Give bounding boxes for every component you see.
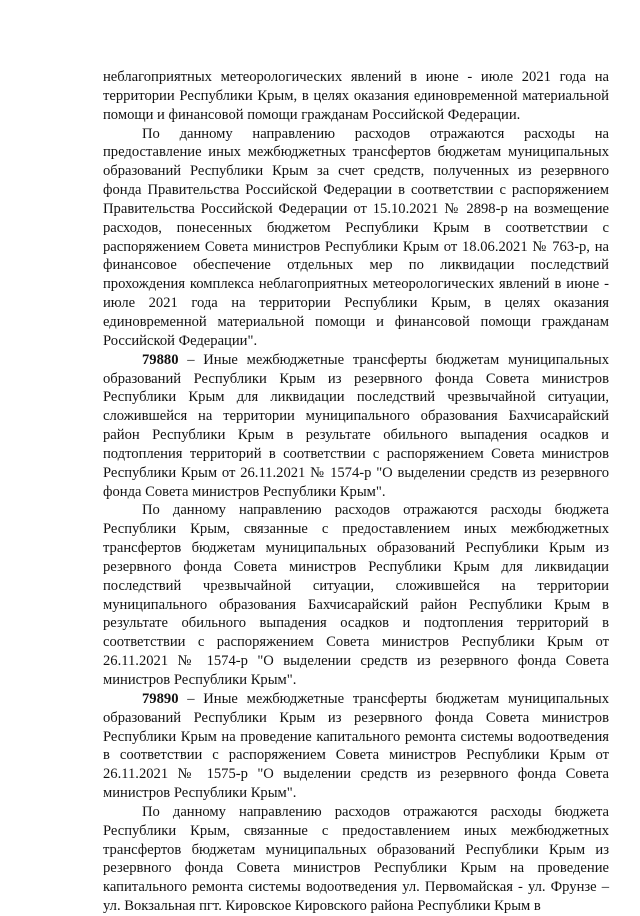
paragraph-text: По данному направлению расходов отражаются расходы бюджета Республики Крым, связанные с предоставлением иных межбюджетных трансфертов бюджетам муниципальных образований Республики Крым из резервного фонда Совета министров Республики Крым на проведение капитального ремонта системы водоотведения ул. Первомайская - ул. Фрунзе – ул. Вокзальная пгт. Кировское Кировского района Республики Крым в <box>103 803 609 915</box>
paragraph-expense-description <box>103 501 609 689</box>
paragraph-text: – Иные межбюджетные трансферты бюджетам муниципальных образований Республики Крым из резервного фонда Совета министров Республики Крым для ликвидации последствий чрезвычайной ситуации, сложившейся на территории муниципального образования Бахчисарайский район Республики Крым в результате обильного выпадения осадков и подтопления территорий в соответствии с распоряжением Совета министров Республики Крым от 26.11.2021 № 1574-р "О выделении средств из резервного фонда Совета министров Республики Крым". <box>103 351 609 500</box>
paragraph-code-79890 <box>103 690 609 803</box>
paragraph-text: неблагоприятных метеорологических явлений в июне - июле 2021 года на территории Республики Крым, в целях оказания единовременной материальной помощи и финансовой помощи гражданам Российской Федерации. <box>103 69 609 123</box>
document-page <box>103 68 609 916</box>
paragraph-text: По данному направлению расходов отражаются расходы бюджета Республики Крым, связанные с предоставлением иных межбюджетных трансфертов бюджетам муниципальных образований Республики Крым из резервного фонда Совета министров Республики Крым для ликвидации последствий чрезвычайной ситуации, сложившейся на территории муниципального образования Бахчисарайский район Республики Крым в результате обильного выпадения осадков и подтопления территорий в соответствии с распоряжением Совета министров Республики Крым от 26.11.2021 № 1574-р "О выделении средств из резервного фонда Совета министров Республики Крым". <box>103 502 609 688</box>
paragraph-code-79880 <box>103 351 609 502</box>
paragraph-expense-description <box>103 803 609 916</box>
expense-code: 79890 <box>142 690 179 707</box>
paragraph-text: – Иные межбюджетные трансферты бюджетам муниципальных образований Республики Крым из резервного фонда Совета министров Республики Крым на проведение капитального ремонта системы водоотведения в соответствии с распоряжением Совета министров Республики Крым от 26.11.2021 № 1575-р "О выделении средств из резервного фонда Совета министров Республики Крым". <box>103 690 609 802</box>
paragraph-continuation <box>103 68 609 125</box>
paragraph-text: По данному направлению расходов отражаются расходы на предоставление иных межбюджетных трансфертов бюджетам муниципальных образований Республики Крым за счет средств, полученных из резервного фонда Правительства Российской Федерации в соответствии с распоряжением Правительства Российской Федерации от 15.10.2021 № 2898-р на возмещение расходов, понесенных бюджетом Республики Крым в соответствии с распоряжением Совета министров Республики Крым от 18.06.2021 № 763-р, на финансовое обеспечение отдельных мер по ликвидации последствий прохождения комплекса неблагоприятных метеорологических явлений в июне - июле 2021 года на территории Республики Крым, в целях оказания единовременной материальной помощи и финансовой помощи гражданам Российской Федерации". <box>103 125 609 349</box>
paragraph-expense-description <box>103 125 609 351</box>
expense-code: 79880 <box>142 351 179 368</box>
